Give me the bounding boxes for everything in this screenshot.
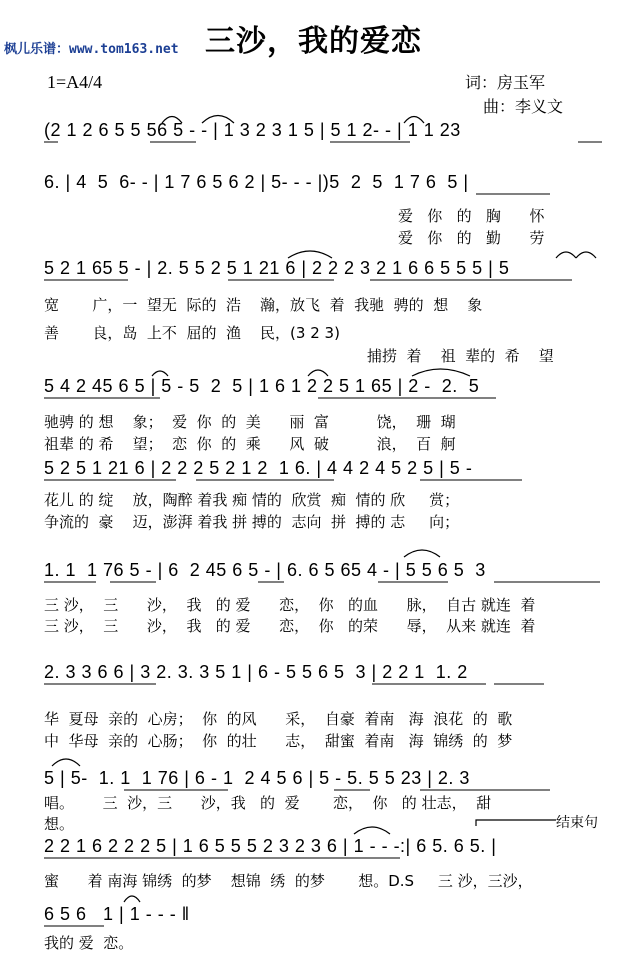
tie-arc <box>152 371 168 376</box>
key-signature: 1=A4/4 <box>47 72 103 92</box>
lyric-row-8-verse-1: 唱。 三 沙，三 沙，我 的 爱 恋， 你 的 壮志， 甜 <box>44 794 492 812</box>
tie-arc <box>404 550 440 557</box>
notation-row-7: 2. 3 3 6 6 | 3 2. 3. 3 5 1 | 6 - 5 5 6 5 3 | 2 2 1 1. 2 <box>44 662 468 682</box>
tie-arc <box>354 827 390 834</box>
lyric-row-6-verse-1: 三 沙， 三 沙， 我 的 爱 恋， 你 的血 脉， 自古 就连 着 <box>44 596 536 614</box>
lyric-row-7-verse-2: 中 华母 亲的 心肠； 你 的壮 志， 甜蜜 着南 海 锦绣 的 梦 <box>44 732 513 750</box>
site-watermark: 枫儿乐谱：www.tom163.net <box>4 42 179 57</box>
lyric-row-4-verse-2: 祖辈 的 希 望； 恋 你 的 乘 风 破 浪， 百 舸 <box>44 435 456 453</box>
notation-row-3: 5 2 1 65 5 - | 2. 5 5 2 5 1 21 6 | 2 2 2 3 2 1 6 6 5 5 5 | 5 <box>44 258 510 278</box>
tie-arc <box>556 252 576 258</box>
notation-row-6: 1. 1 1 76 5 - | 6 2 45 6 5 - | 6. 6 5 65 4 - | 5 5 6 5 3 <box>44 560 486 580</box>
tie-arc <box>404 117 424 124</box>
notation-row-10: 6 5 6 1 | 1 - - - ‖ <box>44 904 190 924</box>
tie-arc <box>308 370 328 376</box>
notation-row-9: 2 2 1 6 2 2 2 5 | 1 6 5 5 5 2 3 2 3 6 | 1 - - -:| 6 5. 6 5. | <box>44 836 497 856</box>
tie-arc <box>52 759 80 766</box>
tie-arc <box>288 251 332 258</box>
composer-credit: 曲：李义文 <box>483 97 564 116</box>
notation-row-1: (2 1 2 6 5 5 56 5 - - | 1 3 2 3 1 5 | 5 1 2- - | 1 1 23 <box>44 120 461 140</box>
lyric-row-4-verse-1: 驰骋 的 想 象； 爱 你 的 美 丽 富 饶， 珊 瑚 <box>44 413 456 431</box>
ending-phrase-marker: 结束句 <box>556 815 598 831</box>
lyric-row-2-verse-2: 爱 你 的 勤 劳 <box>398 229 545 247</box>
song-title: 三沙，我的爱恋 <box>205 24 422 59</box>
lyric-row-3-verse-1: 宽 广，一 望无 际的 浩 瀚，放飞 着 我驰 骋的 想 象 <box>44 296 483 314</box>
lyric-row-10-verse-1: 我的 爱 恋。 <box>44 934 134 952</box>
tie-arc <box>576 252 596 258</box>
lyricist-credit: 词：房玉军 <box>465 73 546 92</box>
lyric-row-6-verse-2: 三 沙， 三 沙， 我 的 爱 恋， 你 的荣 辱， 从来 就连 着 <box>44 617 536 635</box>
tie-arc <box>162 117 182 124</box>
notation-row-8: 5 | 5- 1. 1 1 76 | 6 - 1 2 4 5 6 | 5 - 5. 5 5 23 | 2. 3 <box>44 768 470 788</box>
tie-arc <box>412 369 470 376</box>
lyric-row-3-verse-3: 捕捞 着 祖 辈的 希 望 <box>367 347 554 365</box>
notation-row-2: 6. | 4 5 6- - | 1 7 6 5 6 2 | 5- - - |)5 2 5 1 7 6 5 | <box>44 172 469 192</box>
lyric-row-5-verse-2: 争流的 豪 迈，澎湃 着我 拼 搏的 志向 拼 搏的 志 向； <box>44 513 460 531</box>
ending-bracket <box>476 820 556 826</box>
tie-arc <box>202 116 234 124</box>
lyric-row-9-verse-1: 蜜 着 南海 锦绣 的梦 想锦 绣 的梦 想。D.S 三 沙，三沙， <box>44 872 533 890</box>
tie-arc <box>124 896 140 902</box>
lyric-row-3-verse-2: 善 良，岛 上不 屈的 渔 民，(3 2 3) <box>44 324 340 342</box>
lyric-row-2-verse-1: 爱 你 的 胸 怀 <box>398 207 545 225</box>
lyric-row-5-verse-1: 花儿 的 绽 放，陶醉 着我 痴 情的 欣赏 痴 情的 欣 赏； <box>44 491 460 509</box>
lyric-row-8-verse-2: 想。 <box>44 815 75 833</box>
notation-row-5: 5 2 5 1 21 6 | 2 2 2 5 2 1 2 1 6. | 4 4 2 4 5 2 5 | 5 - <box>44 458 473 478</box>
notation-row-4: 5 4 2 45 6 5 | 5 - 5 2 5 | 1 6 1 2 2 5 1 65 | 2 - 2. 5 <box>44 376 480 396</box>
lyric-row-7-verse-1: 华 夏母 亲的 心房； 你 的风 采， 自豪 着南 海 浪花 的 歌 <box>44 710 513 728</box>
